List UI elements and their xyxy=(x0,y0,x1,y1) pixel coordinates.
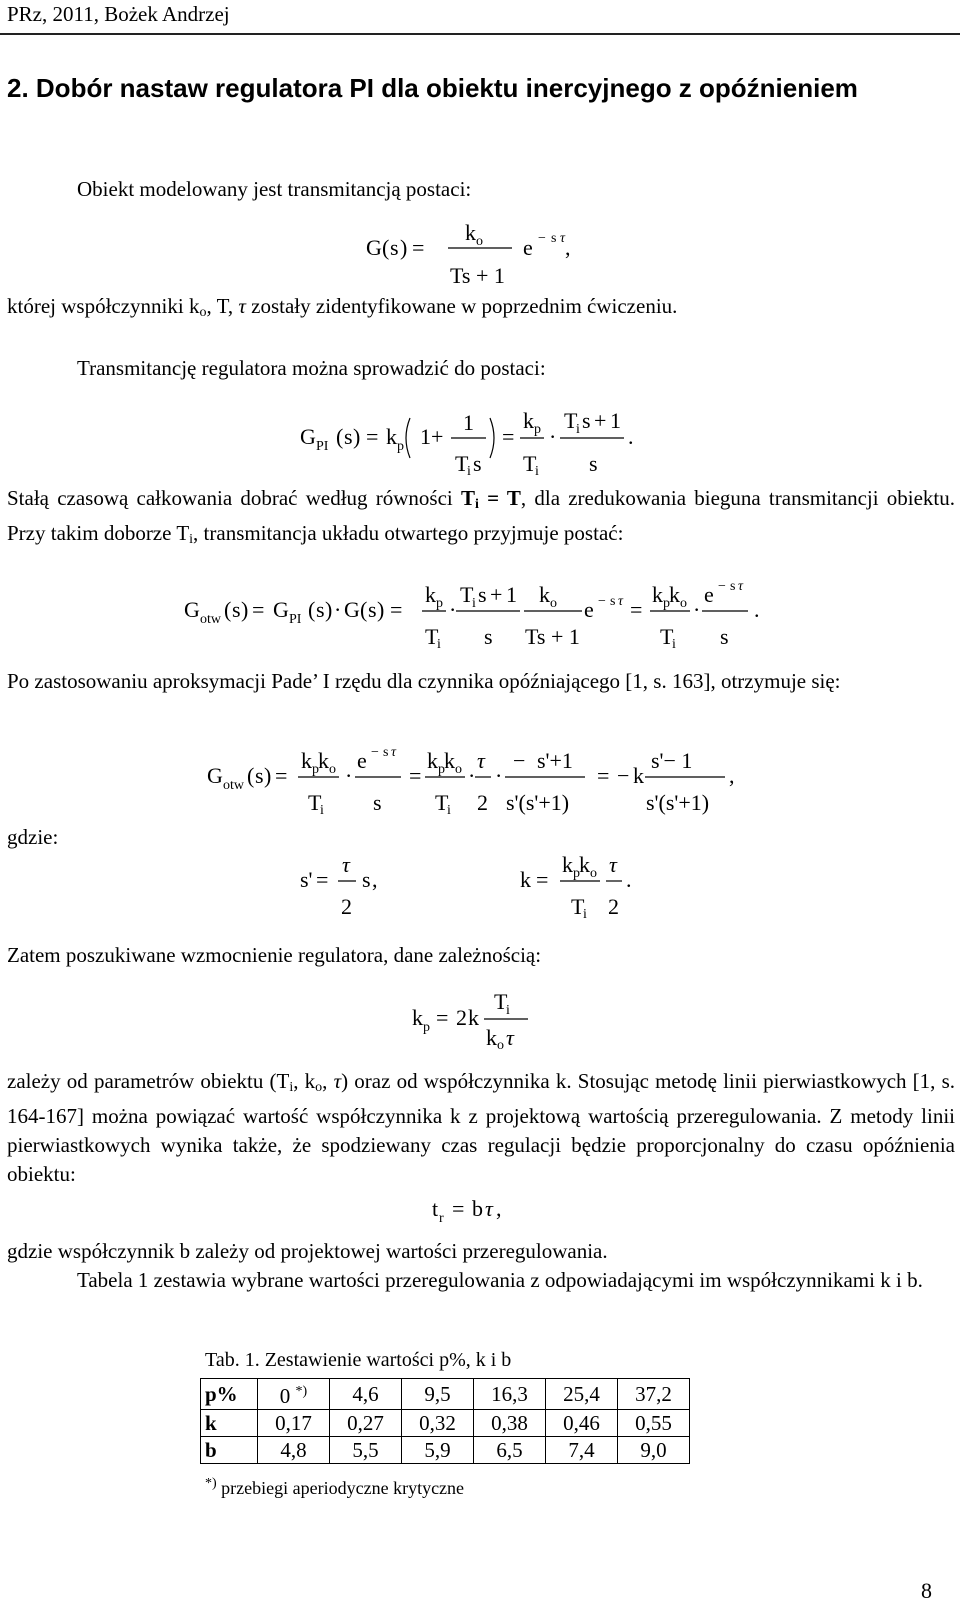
svg-text:T: T xyxy=(523,451,537,476)
svg-text:o: o xyxy=(680,596,687,611)
table-cell: 0,17 xyxy=(258,1410,330,1437)
svg-text:1: 1 xyxy=(506,582,517,607)
svg-text:=: = xyxy=(597,763,610,788)
svg-text:s: s xyxy=(368,597,377,622)
svg-text:e: e xyxy=(523,235,533,260)
svg-text:): ) xyxy=(377,597,385,622)
svg-text:): ) xyxy=(325,597,333,622)
svg-text:=: = xyxy=(452,1196,465,1221)
svg-text:k: k xyxy=(520,867,531,892)
svg-text:e: e xyxy=(704,582,714,607)
svg-text:=: = xyxy=(436,1005,449,1030)
svg-text:Ts + 1: Ts + 1 xyxy=(450,263,505,288)
svg-text:2: 2 xyxy=(477,790,488,815)
svg-text:τ: τ xyxy=(609,852,617,877)
svg-text:i: i xyxy=(437,637,441,652)
table-footnote: *) przebiegi aperiodyczne krytyczne xyxy=(205,1476,465,1498)
svg-text:s: s xyxy=(390,235,399,260)
svg-text:): ) xyxy=(400,235,408,260)
table-caption: Tab. 1. Zestawienie wartości p%, k i b xyxy=(205,1349,512,1371)
svg-text:): ) xyxy=(241,597,249,622)
page-number: 8 xyxy=(921,1578,932,1603)
svg-text:−: − xyxy=(513,748,526,773)
svg-text:i: i xyxy=(467,464,471,479)
paragraph-coefficients: której współczynniki $k_o$, T, τ zostały zidentyfikowane w poprzednim ćwiczeniu. xyxy=(7,294,678,320)
table-cell: 16,3 xyxy=(474,1379,546,1410)
equation-pi-controller xyxy=(298,400,658,485)
svg-text:T: T xyxy=(455,451,469,476)
svg-text:k: k xyxy=(652,582,663,607)
row-header: p% xyxy=(201,1379,258,1410)
table-cell: 5,5 xyxy=(330,1437,402,1464)
svg-text:p: p xyxy=(397,439,404,454)
svg-text:otw: otw xyxy=(223,778,244,793)
svg-text:k: k xyxy=(669,582,680,607)
paragraph-parameters: zależy od parametrów obiektu ($T_i$, $k_o$, τ) oraz od współczynnika k. Stosując metodę linii pierwiastkowych [1, s. 164-167] można powiązać wartość współczynnika k z projektową wartością przeregulowania. Z metody linii pierwiastkowych wynika także, że spodziewany czas regulacji będzie proporcjonalny do czasu opóźnienia obiektu: xyxy=(7,1069,956,1186)
svg-text:i: i xyxy=(576,422,580,437)
svg-text:+: + xyxy=(431,424,444,449)
svg-text:s'(s'+1): s'(s'+1) xyxy=(646,790,710,815)
svg-text:·: · xyxy=(495,763,503,788)
svg-text:T: T xyxy=(571,894,585,919)
svg-text:s: s xyxy=(551,231,557,246)
svg-text:s: s xyxy=(473,451,482,476)
svg-text:s': s' xyxy=(300,867,313,892)
svg-text:1: 1 xyxy=(420,424,431,449)
table-cell: 37,2 xyxy=(618,1379,690,1410)
svg-text:(: ( xyxy=(247,763,255,788)
svg-text:=: = xyxy=(366,424,379,449)
svg-text:o: o xyxy=(455,762,462,777)
svg-text:k: k xyxy=(301,748,312,773)
svg-text:s'(s'+1): s'(s'+1) xyxy=(506,790,570,815)
table-row xyxy=(201,1379,690,1410)
svg-text:·: · xyxy=(693,597,701,622)
svg-text:T: T xyxy=(435,790,449,815)
svg-text:k: k xyxy=(427,748,438,773)
row-header: k xyxy=(201,1410,258,1437)
svg-text:G: G xyxy=(207,763,223,788)
paragraph-object-intro: Obiekt modelowany jest transmitancją postaci: xyxy=(77,177,472,201)
svg-text:·: · xyxy=(449,597,457,622)
table-cell: 0 *) xyxy=(258,1379,330,1410)
svg-text:i: i xyxy=(320,803,324,818)
table-cell: 7,4 xyxy=(546,1437,618,1464)
svg-text:·: · xyxy=(334,597,342,622)
svg-text:o: o xyxy=(590,866,597,881)
svg-text:k: k xyxy=(465,220,476,245)
svg-text:T: T xyxy=(494,989,508,1014)
svg-text:i: i xyxy=(535,464,539,479)
svg-text:p: p xyxy=(534,422,541,437)
svg-text:o: o xyxy=(329,762,336,777)
svg-text:k: k xyxy=(468,1005,479,1030)
paragraph-gain: Zatem poszukiwane wzmocnienie regulatora, dane zależnością: xyxy=(7,943,542,967)
equation-regulation-time xyxy=(430,1190,530,1235)
svg-text:e: e xyxy=(357,748,367,773)
svg-text:1: 1 xyxy=(610,408,621,433)
equation-open-loop xyxy=(182,572,782,657)
table-cell: 6,5 xyxy=(474,1437,546,1464)
svg-text:G: G xyxy=(344,597,360,622)
svg-text:p: p xyxy=(663,596,670,611)
svg-text:T: T xyxy=(660,624,674,649)
svg-text:G: G xyxy=(273,597,289,622)
svg-text:s: s xyxy=(730,579,736,594)
equation-object-transfer xyxy=(360,212,620,297)
section-title: 2. Dobór nastaw regulatora PI dla obiektu inercyjnego z opóźnieniem xyxy=(7,73,858,103)
svg-text:.: . xyxy=(628,424,634,449)
svg-text:s: s xyxy=(478,582,487,607)
svg-text:τ: τ xyxy=(738,579,744,594)
equation-pade xyxy=(205,738,735,823)
svg-text:s: s xyxy=(720,624,729,649)
svg-text:2: 2 xyxy=(341,894,352,919)
svg-text:k: k xyxy=(444,748,455,773)
table-cell: 5,9 xyxy=(402,1437,474,1464)
svg-text:,: , xyxy=(729,763,735,788)
svg-text:PI: PI xyxy=(316,439,329,454)
svg-text:1: 1 xyxy=(463,410,474,435)
svg-text:G: G xyxy=(184,597,200,622)
svg-text:=: = xyxy=(630,597,643,622)
svg-text:s: s xyxy=(373,790,382,815)
svg-text:PI: PI xyxy=(289,612,302,627)
svg-text:T: T xyxy=(308,790,322,815)
svg-text:−: − xyxy=(538,231,546,246)
svg-text:=: = xyxy=(412,235,425,260)
svg-text:·: · xyxy=(468,763,476,788)
svg-text:k: k xyxy=(318,748,329,773)
svg-text:·: · xyxy=(549,424,557,449)
svg-text:τ: τ xyxy=(485,1196,493,1221)
svg-text:p: p xyxy=(423,1020,430,1035)
svg-text:+: + xyxy=(594,408,607,433)
svg-text:i: i xyxy=(506,1003,510,1018)
svg-text:i: i xyxy=(447,803,451,818)
svg-text:(: ( xyxy=(382,235,390,260)
svg-text:s: s xyxy=(316,597,325,622)
svg-text:−: − xyxy=(371,745,379,760)
svg-text:2: 2 xyxy=(608,894,619,919)
svg-text:(: ( xyxy=(336,424,344,449)
svg-text:i: i xyxy=(583,907,587,922)
svg-text:k: k xyxy=(386,424,397,449)
svg-text:T: T xyxy=(460,582,474,607)
svg-text:T: T xyxy=(564,408,578,433)
svg-text:t: t xyxy=(432,1196,439,1221)
svg-text:p: p xyxy=(573,866,580,881)
svg-text:o: o xyxy=(497,1038,504,1053)
page-header: PRz, 2011, Bożek Andrzej xyxy=(7,2,230,26)
overshoot-table xyxy=(200,1378,690,1464)
svg-text:τ: τ xyxy=(618,594,624,609)
svg-text:−: − xyxy=(598,594,606,609)
svg-text:): ) xyxy=(353,424,361,449)
svg-text:k: k xyxy=(633,763,644,788)
svg-text:·: · xyxy=(345,763,353,788)
svg-text:k: k xyxy=(523,408,534,433)
table-cell: 0,32 xyxy=(402,1410,474,1437)
equation-kp xyxy=(410,985,560,1060)
svg-text:τ: τ xyxy=(391,745,397,760)
equation-substitutions xyxy=(300,842,640,927)
paragraph-pade: Po zastosowaniu aproksymacji Pade’ I rzędu dla czynnika opóźniającego [1, s. 163], otrzymuje się: xyxy=(7,669,841,693)
table-cell: 25,4 xyxy=(546,1379,618,1410)
svg-text:k: k xyxy=(579,852,590,877)
svg-text:s: s xyxy=(383,745,389,760)
svg-text:k: k xyxy=(486,1025,497,1050)
label-gdzie: gdzie: xyxy=(7,825,59,849)
svg-text:): ) xyxy=(264,763,272,788)
svg-text:b: b xyxy=(472,1196,483,1221)
table-row xyxy=(201,1410,690,1437)
svg-text:−: − xyxy=(617,763,630,788)
svg-text:.: . xyxy=(754,597,760,622)
svg-text:s: s xyxy=(610,594,616,609)
svg-text:Ts + 1: Ts + 1 xyxy=(525,624,580,649)
paragraph-time-constant: Stałą czasową całkowania dobrać według równości $T_i = T$, dla zredukowania bieguna transmitancji obiektu. Przy takim doborze $T_i$, transmitancja układu otwartego przyjmuje postać: xyxy=(7,486,956,547)
svg-text:r: r xyxy=(439,1211,444,1226)
svg-text:o: o xyxy=(476,234,483,249)
svg-text:k: k xyxy=(539,582,550,607)
svg-text:=: = xyxy=(275,763,288,788)
svg-text:−: − xyxy=(718,579,726,594)
svg-text:τ: τ xyxy=(342,852,350,877)
svg-text:p: p xyxy=(436,596,443,611)
table-cell: 4,8 xyxy=(258,1437,330,1464)
svg-text:=: = xyxy=(409,763,422,788)
svg-text:,: , xyxy=(372,867,378,892)
table-cell: 0,27 xyxy=(330,1410,402,1437)
svg-text:o: o xyxy=(550,596,557,611)
svg-text:,: , xyxy=(496,1196,502,1221)
paragraph-coefficient-b: gdzie współczynnik b zależy od projektowej wartości przeregulowania. xyxy=(7,1239,608,1263)
svg-text:G: G xyxy=(366,235,382,260)
svg-text:G: G xyxy=(300,424,316,449)
svg-text:,: , xyxy=(565,235,571,260)
svg-text:τ: τ xyxy=(506,1025,514,1050)
svg-text:p: p xyxy=(312,762,319,777)
svg-text:k: k xyxy=(562,852,573,877)
svg-text:i: i xyxy=(672,637,676,652)
svg-text:s'+1: s'+1 xyxy=(537,748,573,773)
svg-text:=: = xyxy=(390,597,403,622)
svg-text:s: s xyxy=(484,624,493,649)
svg-text:=: = xyxy=(502,424,515,449)
svg-text:(: ( xyxy=(224,597,232,622)
svg-text:p: p xyxy=(438,762,445,777)
svg-text:(: ( xyxy=(308,597,316,622)
svg-text:+: + xyxy=(490,582,503,607)
svg-text:τ: τ xyxy=(560,231,566,246)
table-cell: 0,38 xyxy=(474,1410,546,1437)
table-cell: 0,46 xyxy=(546,1410,618,1437)
paragraph-controller-intro: Transmitancję regulatora można sprowadzić do postaci: xyxy=(77,356,546,380)
svg-text:(: ( xyxy=(360,597,368,622)
svg-text:.: . xyxy=(626,867,632,892)
paragraph-table-intro: Tabela 1 zestawia wybrane wartości przeregulowania z odpowiadającymi im współczynnikami k i b. xyxy=(77,1268,923,1292)
svg-text:s: s xyxy=(589,451,598,476)
svg-text:s: s xyxy=(232,597,241,622)
svg-text:k: k xyxy=(425,582,436,607)
svg-text:k: k xyxy=(412,1005,423,1030)
svg-text:i: i xyxy=(472,596,476,611)
svg-text:T: T xyxy=(425,624,439,649)
svg-text:s: s xyxy=(362,867,371,892)
table-cell: 9,5 xyxy=(402,1379,474,1410)
svg-text:=: = xyxy=(316,867,329,892)
svg-text:s: s xyxy=(344,424,353,449)
svg-text:s: s xyxy=(582,408,591,433)
row-header: b xyxy=(201,1437,258,1464)
table-cell: 4,6 xyxy=(330,1379,402,1410)
svg-text:s: s xyxy=(255,763,264,788)
svg-text:e: e xyxy=(584,597,594,622)
svg-text:=: = xyxy=(536,867,549,892)
table-cell: 0,55 xyxy=(618,1410,690,1437)
svg-text:2: 2 xyxy=(456,1005,467,1030)
svg-text:=: = xyxy=(252,597,265,622)
header-rule xyxy=(0,33,960,35)
svg-text:s'− 1: s'− 1 xyxy=(651,748,693,773)
table-row xyxy=(201,1437,690,1464)
table-cell: 9,0 xyxy=(618,1437,690,1464)
svg-text:τ: τ xyxy=(477,748,485,773)
svg-text:otw: otw xyxy=(200,612,221,627)
